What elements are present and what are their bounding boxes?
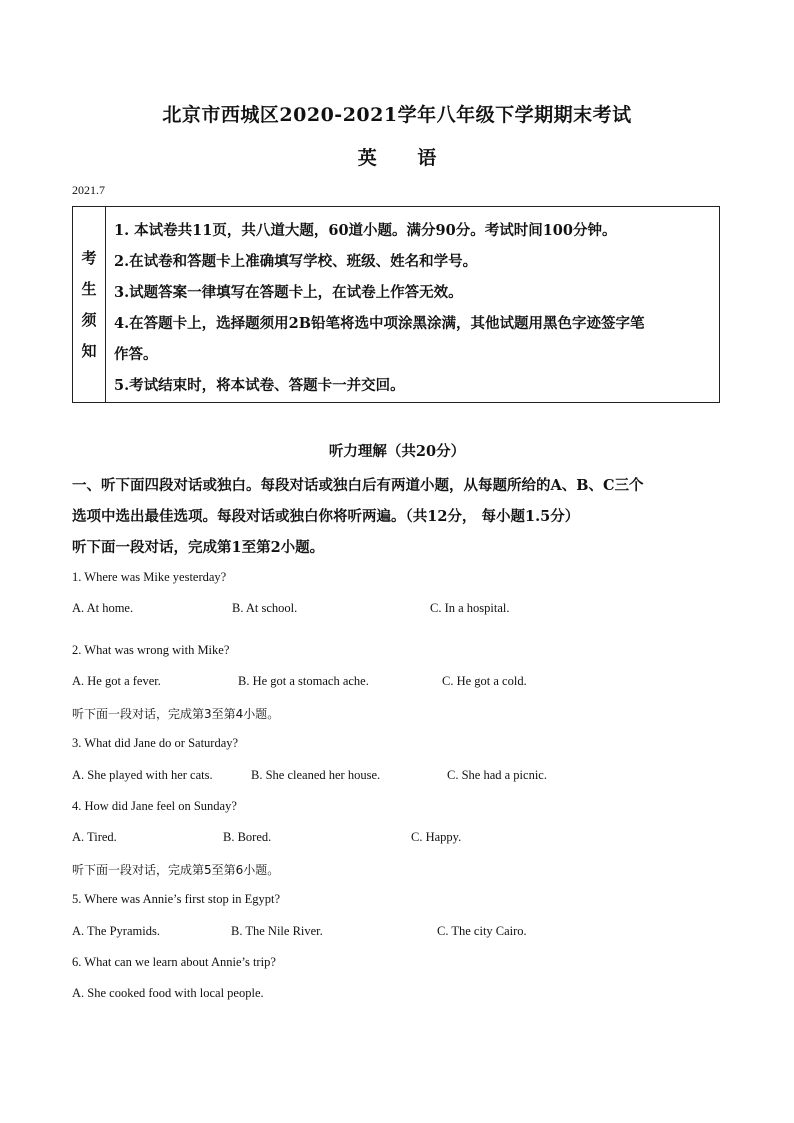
option-5b: B. The Nile River. — [231, 924, 323, 938]
dialog1-intro: 听下面一段对话，完成第1至第2小题。 — [72, 539, 325, 556]
question-1: 1. Where was Mike yesterday? — [72, 570, 227, 584]
question-4: 4. How did Jane feel on Sunday? — [72, 799, 237, 813]
option-4a: A. Tired. — [72, 830, 117, 844]
option-6a: A. She cooked food with local people. — [72, 986, 264, 1000]
notice-item: 5.考试结束时，将本试卷、答题卡一并交回。 — [114, 377, 405, 394]
notice-item: 1. 本试卷共11页，共八道大题，60道小题。满分90分。考试时间100分钟。 — [114, 222, 617, 239]
option-1b: B. At school. — [232, 601, 298, 615]
dialog2-intro: 听下面一段对话，完成第3至第4小题。 — [72, 707, 280, 721]
option-4b: B. Bored. — [223, 830, 272, 844]
option-2a: A. He got a fever. — [72, 674, 161, 688]
option-5c: C. The city Cairo. — [437, 924, 527, 938]
option-2c: C. He got a cold. — [442, 674, 527, 688]
question-6: 6. What can we learn about Annie’s trip? — [72, 955, 276, 969]
notice-label-char: 考 — [81, 248, 97, 267]
dialog3-intro: 听下面一段对话，完成第5至第6小题。 — [72, 863, 280, 877]
option-2b: B. He got a stomach ache. — [238, 674, 369, 688]
question-2: 2. What was wrong with Mike? — [72, 643, 230, 657]
question-3: 3. What did Jane do or Saturday? — [72, 736, 239, 750]
exam-title: 北京市西城区2020-2021学年八年级下学期期末考试 — [162, 104, 632, 126]
notice-box — [72, 206, 720, 403]
notice-label-char: 知 — [81, 341, 97, 360]
option-3b: B. She cleaned her house. — [251, 768, 381, 782]
notice-item: 3.试题答案一律填写在答题卡上，在试卷上作答无效。 — [114, 284, 463, 301]
subject-title: 英 语 — [357, 147, 437, 169]
option-3a: A. She played with her cats. — [72, 768, 213, 782]
exam-date: 2021.7 — [72, 183, 105, 197]
notice-item: 2.在试卷和答题卡上准确填写学校、班级、姓名和学号。 — [114, 253, 478, 270]
option-1c: C. In a hospital. — [430, 601, 510, 615]
notice-item: 4.在答题卡上，选择题须用2B铅笔将选中项涂黑涂满，其他试题用黑色字迹签字笔 — [114, 315, 645, 332]
instruction-line: 一、听下面四段对话或独白。每段对话或独白后有两道小题，从每题所给的A、B、C三个 — [72, 477, 644, 494]
notice-body — [106, 207, 719, 402]
option-1a: A. At home. — [72, 601, 134, 615]
notice-item: 作答。 — [114, 346, 158, 363]
option-3c: C. She had a picnic. — [447, 768, 547, 782]
section-heading: 听力理解（共20分） — [328, 443, 466, 460]
option-4c: C. Happy. — [411, 830, 462, 844]
notice-label — [73, 207, 106, 402]
question-5: 5. Where was Annie’s first stop in Egypt? — [72, 892, 281, 906]
part1-instructions — [72, 470, 722, 563]
option-5a: A. The Pyramids. — [72, 924, 160, 938]
instruction-line: 选项中选出最佳选项。每段对话或独白你将听两遍。（共12分， 每小题1.5分） — [72, 508, 580, 525]
notice-label-char: 生 — [81, 279, 97, 298]
notice-label-char: 须 — [81, 310, 97, 329]
